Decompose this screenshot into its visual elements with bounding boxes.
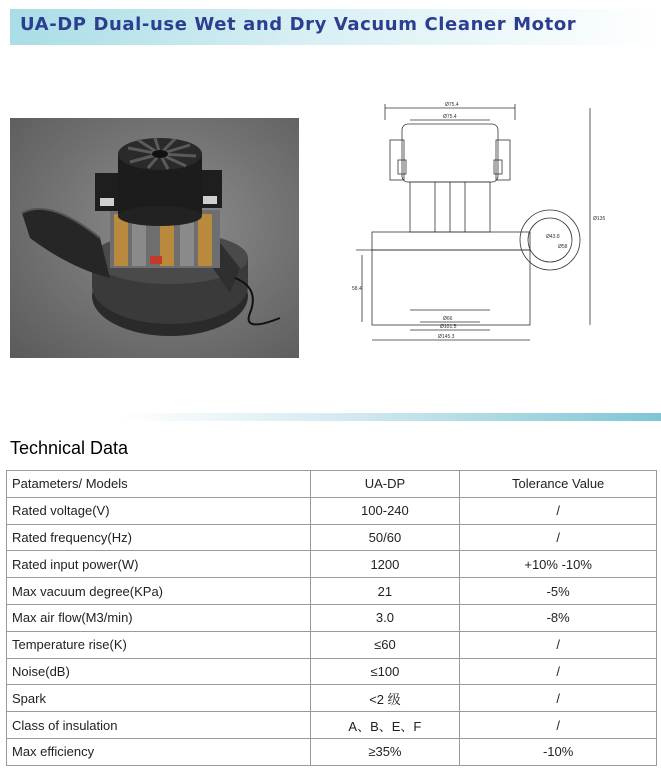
parameter-cell: Max vacuum degree(KPa) bbox=[7, 578, 311, 605]
technical-data-table bbox=[6, 470, 657, 766]
table-row bbox=[7, 578, 657, 605]
dim-label: Ø101.5 bbox=[440, 324, 457, 330]
dim-label: Ø135 bbox=[593, 216, 606, 222]
parameter-cell: Class of insulation bbox=[7, 712, 311, 739]
section-divider bbox=[120, 413, 661, 421]
table-row bbox=[7, 658, 657, 685]
section-title: Technical Data bbox=[10, 438, 129, 458]
vacuum-motor-image bbox=[10, 118, 299, 358]
tolerance-cell: +10% -10% bbox=[460, 551, 657, 578]
dim-label: Ø43.8 bbox=[546, 234, 560, 240]
table-row bbox=[7, 738, 657, 765]
dim-label: Ø66 bbox=[443, 316, 453, 322]
table-header: Patameters/ Models bbox=[7, 471, 311, 498]
table-row bbox=[7, 524, 657, 551]
tolerance-cell: / bbox=[460, 712, 657, 739]
parameter-cell: Rated input power(W) bbox=[7, 551, 311, 578]
model-value-cell: 50/60 bbox=[310, 524, 460, 551]
page-title: UA-DP Dual-use Wet and Dry Vacuum Cleaner Motor bbox=[20, 14, 577, 35]
dim-label: Ø145.3 bbox=[438, 334, 455, 340]
parameter-cell: Spark bbox=[7, 685, 311, 712]
table-row bbox=[7, 604, 657, 631]
parameter-cell: Noise(dB) bbox=[7, 658, 311, 685]
table-header: Tolerance Value bbox=[460, 471, 657, 498]
tolerance-cell: / bbox=[460, 685, 657, 712]
dim-label: Ø58 bbox=[558, 244, 568, 250]
tolerance-cell: -8% bbox=[460, 604, 657, 631]
model-value-cell: ≤100 bbox=[310, 658, 460, 685]
model-value-cell: 1200 bbox=[310, 551, 460, 578]
table-row bbox=[7, 685, 657, 712]
model-value-cell: 100-240 bbox=[310, 497, 460, 524]
technical-drawing bbox=[350, 100, 606, 350]
model-value-cell: 3.0 bbox=[310, 604, 460, 631]
tolerance-cell: -5% bbox=[460, 578, 657, 605]
parameter-cell: Max efficiency bbox=[7, 738, 311, 765]
table-header: UA-DP bbox=[310, 471, 460, 498]
tolerance-cell: / bbox=[460, 658, 657, 685]
parameter-cell: Rated frequency(Hz) bbox=[7, 524, 311, 551]
table-header-row bbox=[7, 471, 657, 498]
parameter-cell: Max air flow(M3/min) bbox=[7, 604, 311, 631]
motor-photo bbox=[10, 118, 299, 358]
parameter-cell: Temperature rise(K) bbox=[7, 631, 311, 658]
tolerance-cell: / bbox=[460, 631, 657, 658]
model-value-cell: ≤60 bbox=[310, 631, 460, 658]
table-row bbox=[7, 631, 657, 658]
table-row bbox=[7, 497, 657, 524]
dim-label: Ø75.4 bbox=[445, 102, 459, 108]
dim-label: 58.4 bbox=[352, 286, 362, 292]
dim-label: Ø75.4 bbox=[443, 114, 457, 120]
parameter-cell: Rated voltage(V) bbox=[7, 497, 311, 524]
tolerance-cell: / bbox=[460, 524, 657, 551]
model-value-cell: ≥35% bbox=[310, 738, 460, 765]
model-value-cell: A、B、E、F bbox=[310, 712, 460, 739]
table-row bbox=[7, 551, 657, 578]
table-row bbox=[7, 712, 657, 739]
tolerance-cell: / bbox=[460, 497, 657, 524]
model-value-cell: <2 级 bbox=[310, 685, 460, 712]
dimension-drawing bbox=[350, 100, 606, 350]
tolerance-cell: -10% bbox=[460, 738, 657, 765]
model-value-cell: 21 bbox=[310, 578, 460, 605]
